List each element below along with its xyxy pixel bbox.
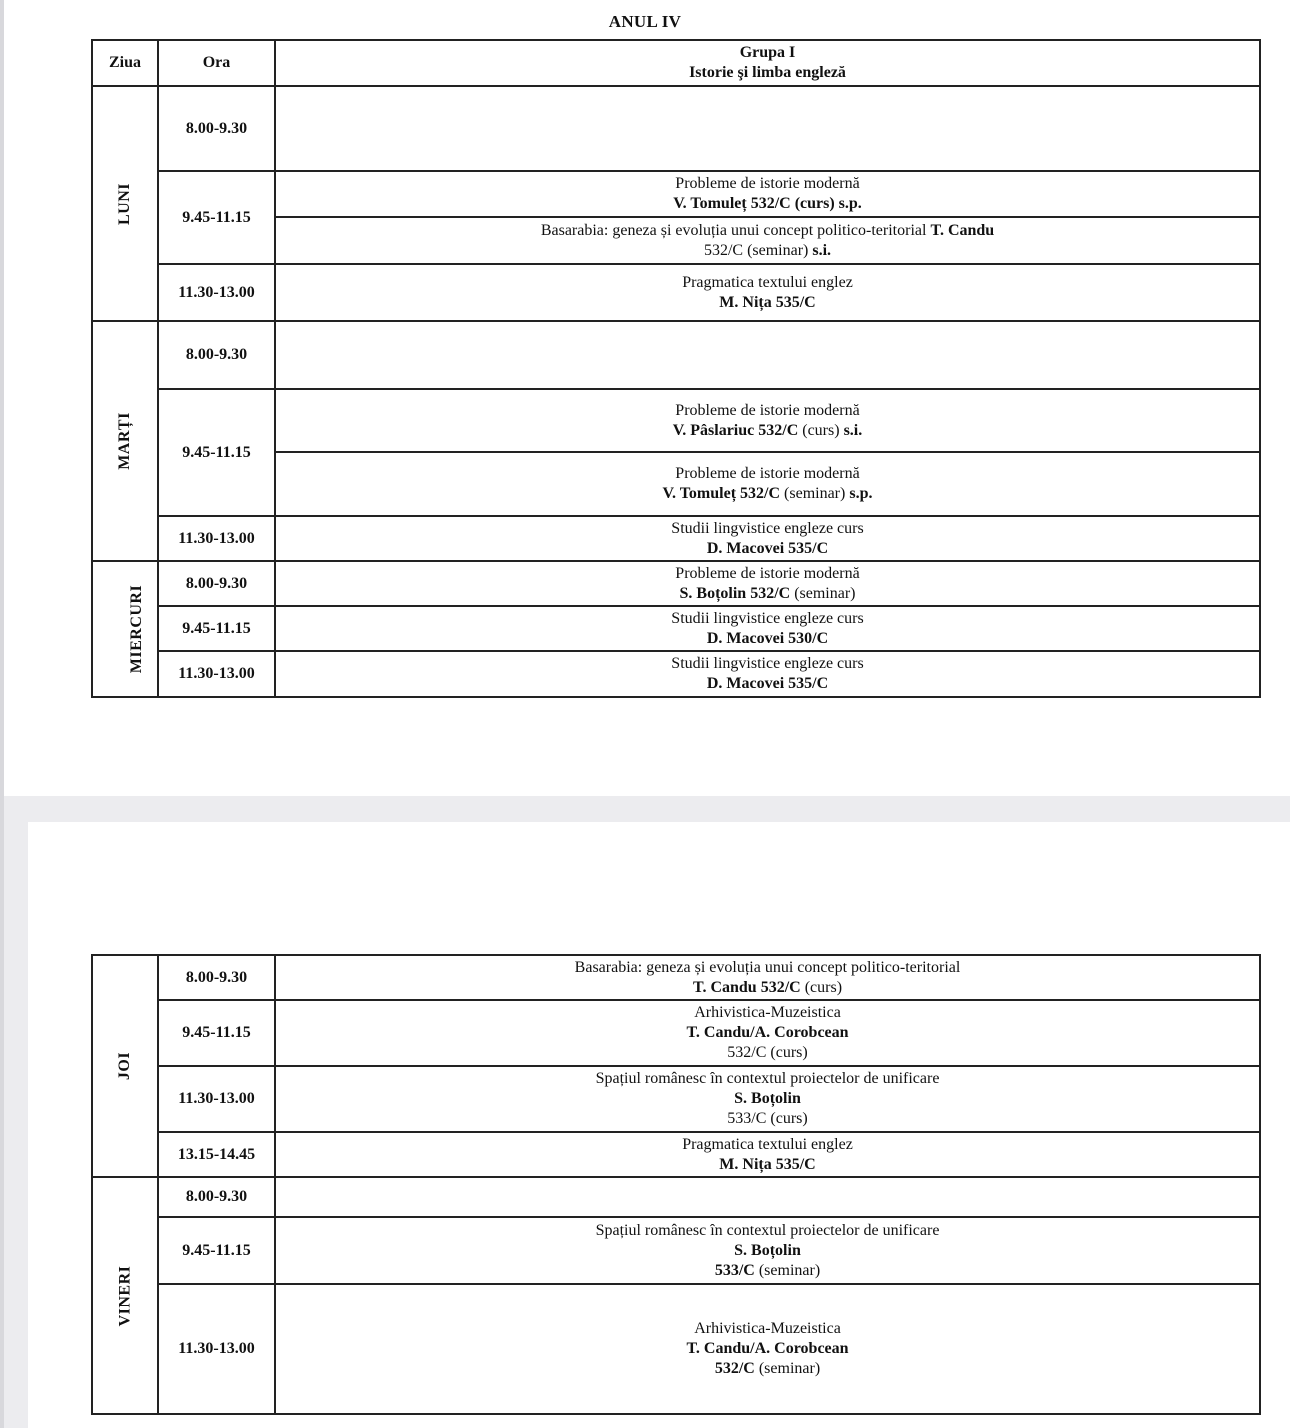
day-label: MARȚI bbox=[115, 412, 133, 470]
document-title: ANUL IV bbox=[608, 12, 682, 31]
course-type: (curs) bbox=[770, 1110, 808, 1127]
course-room: 532/C bbox=[714, 1360, 755, 1377]
course-tag: s.i. bbox=[812, 241, 832, 259]
table-row bbox=[92, 264, 1260, 321]
table-row bbox=[92, 1284, 1260, 1414]
schedule-table-2 bbox=[91, 954, 1261, 1415]
course-cell bbox=[275, 1066, 1260, 1132]
course-cell bbox=[275, 955, 1260, 1000]
course-detail: D. Macovei 530/C bbox=[706, 629, 829, 647]
course-type: (seminar) bbox=[794, 584, 856, 602]
time-cell: 9.45-11.15 bbox=[158, 171, 275, 264]
schedule-table-1 bbox=[91, 39, 1261, 698]
course-teacher: T. Candu/A. Corobcean bbox=[686, 1340, 849, 1357]
table-row bbox=[92, 516, 1260, 561]
day-cell-joi bbox=[92, 955, 158, 1177]
course-teacher: S. Boțolin 532/C bbox=[679, 584, 791, 602]
table-row bbox=[92, 1217, 1260, 1284]
course-title: Probleme de istorie modernă bbox=[675, 401, 860, 419]
day-cell-marti bbox=[92, 321, 158, 561]
time-cell: 8.00-9.30 bbox=[158, 321, 275, 389]
course-room: 533/C bbox=[714, 1261, 755, 1279]
course-cell bbox=[275, 171, 1260, 217]
course-cell bbox=[275, 217, 1260, 264]
course-type: (seminar) bbox=[784, 485, 846, 502]
course-detail: D. Macovei 535/C bbox=[706, 539, 829, 557]
course-detail: D. Macovei 535/C bbox=[706, 675, 829, 692]
course-title: Probleme de istorie modernă bbox=[675, 175, 860, 192]
course-title: Studii lingvistice engleze curs bbox=[671, 609, 864, 627]
time-cell: 8.00-9.30 bbox=[158, 1177, 275, 1217]
course-room: 532/C bbox=[727, 1044, 767, 1061]
course-type: (seminar) bbox=[758, 1261, 821, 1279]
course-teacher: V. Tomuleț 532/C bbox=[662, 485, 781, 502]
time-cell: 8.00-9.30 bbox=[158, 561, 275, 606]
course-type: (curs) bbox=[770, 1044, 808, 1061]
day-label: VINERI bbox=[115, 1265, 133, 1326]
course-title: Studii lingvistice engleze curs bbox=[671, 519, 864, 537]
course-teacher: S. Boțolin bbox=[734, 1090, 801, 1107]
table-row bbox=[92, 86, 1260, 171]
day-cell-miercuri bbox=[92, 561, 158, 697]
course-cell bbox=[275, 651, 1260, 697]
time-cell: 9.45-11.15 bbox=[158, 1000, 275, 1066]
course-cell-empty bbox=[275, 321, 1260, 389]
day-label: LUNI bbox=[115, 182, 133, 225]
header-group bbox=[275, 40, 1260, 86]
course-cell-empty bbox=[275, 86, 1260, 171]
course-title: Pragmatica textului englez bbox=[682, 1135, 853, 1153]
time-cell: 11.30-13.00 bbox=[158, 264, 275, 321]
table-row bbox=[92, 606, 1260, 651]
course-cell bbox=[275, 452, 1260, 516]
course-tag: s.p. bbox=[849, 485, 873, 502]
course-type: (curs) bbox=[802, 421, 840, 439]
course-teacher: T. Candu 532/C bbox=[692, 978, 801, 996]
course-title: Spațiul românesc în contextul proiectelor de unificare bbox=[595, 1070, 940, 1087]
course-title: Basarabia: geneza și evoluția unui concept politico-teritorial bbox=[574, 958, 961, 976]
course-title: Probleme de istorie modernă bbox=[675, 564, 860, 582]
day-label: JOI bbox=[115, 1051, 133, 1081]
course-detail: M. Nița 535/C bbox=[719, 1155, 816, 1173]
table-row bbox=[92, 1000, 1260, 1066]
time-cell: 9.45-11.15 bbox=[158, 389, 275, 516]
header-group-name: Grupa I bbox=[739, 44, 796, 61]
course-title: Pragmatica textului englez bbox=[682, 273, 853, 291]
course-teacher: V. Pâslariuc 532/C bbox=[672, 421, 799, 439]
time-cell: 13.15-14.45 bbox=[158, 1132, 275, 1177]
table-row bbox=[92, 389, 1260, 452]
time-cell: 11.30-13.00 bbox=[158, 516, 275, 561]
course-title: Probleme de istorie modernă bbox=[675, 465, 860, 482]
course-teacher: S. Boțolin bbox=[734, 1241, 801, 1259]
course-cell bbox=[275, 389, 1260, 452]
course-cell bbox=[275, 264, 1260, 321]
table-row bbox=[92, 171, 1260, 217]
header-time: Ora bbox=[158, 40, 275, 86]
course-detail: V. Tomuleț 532/C (curs) s.p. bbox=[673, 195, 862, 212]
course-cell bbox=[275, 1132, 1260, 1177]
course-cell bbox=[275, 606, 1260, 651]
course-title: Arhivistica-Muzeistica bbox=[694, 1004, 841, 1021]
table-row bbox=[92, 1177, 1260, 1217]
course-type: (curs) bbox=[804, 978, 843, 996]
time-cell: 11.30-13.00 bbox=[158, 1066, 275, 1132]
table-row bbox=[92, 561, 1260, 606]
time-cell: 8.00-9.30 bbox=[158, 86, 275, 171]
course-cell bbox=[275, 1284, 1260, 1414]
course-title: Basarabia: geneza și evoluția unui concept politico-teritorial bbox=[540, 221, 927, 239]
course-teacher: T. Candu bbox=[930, 221, 995, 239]
table-row bbox=[92, 651, 1260, 697]
day-cell-vineri bbox=[92, 1177, 158, 1414]
table-row bbox=[92, 955, 1260, 1000]
time-cell: 11.30-13.00 bbox=[158, 651, 275, 697]
time-cell: 9.45-11.15 bbox=[158, 606, 275, 651]
header-group-specialty: Istorie şi limba engleză bbox=[689, 64, 846, 81]
table-row bbox=[92, 321, 1260, 389]
day-label: MIERCURI bbox=[128, 584, 146, 674]
course-title: Arhivistica-Muzeistica bbox=[694, 1320, 841, 1337]
course-room: 533/C bbox=[727, 1110, 767, 1127]
time-cell: 9.45-11.15 bbox=[158, 1217, 275, 1284]
header-row bbox=[92, 40, 1260, 86]
course-cell bbox=[275, 1000, 1260, 1066]
time-cell: 11.30-13.00 bbox=[158, 1284, 275, 1414]
table-row bbox=[92, 1132, 1260, 1177]
header-day: Ziua bbox=[92, 40, 158, 86]
course-cell bbox=[275, 1217, 1260, 1284]
time-cell: 8.00-9.30 bbox=[158, 955, 275, 1000]
day-cell-luni bbox=[92, 86, 158, 321]
course-teacher: T. Candu/A. Corobcean bbox=[686, 1024, 849, 1041]
course-tag: s.i. bbox=[843, 421, 863, 439]
course-title: Spațiul românesc în contextul proiectelor de unificare bbox=[595, 1221, 940, 1239]
table-row bbox=[92, 1066, 1260, 1132]
course-room: 532/C (seminar) bbox=[703, 241, 809, 259]
course-type: (seminar) bbox=[758, 1360, 821, 1377]
course-detail: M. Nița 535/C bbox=[719, 293, 816, 311]
course-cell-empty bbox=[275, 1177, 1260, 1217]
course-cell bbox=[275, 561, 1260, 606]
course-title: Studii lingvistice engleze curs bbox=[671, 655, 864, 672]
course-cell bbox=[275, 516, 1260, 561]
